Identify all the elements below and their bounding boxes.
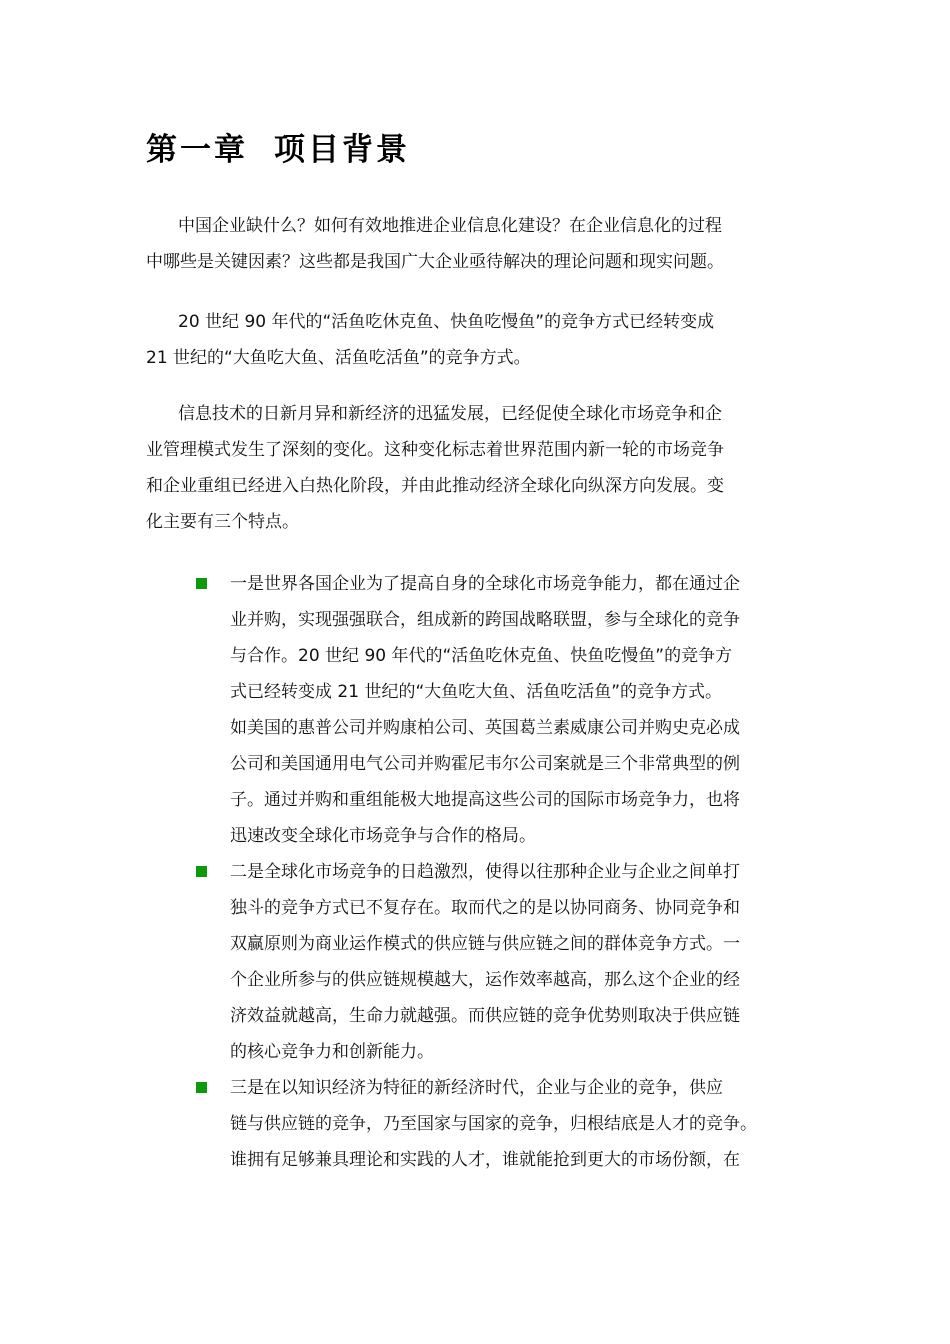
bullet-line: 的核心竞争力和创新能力。: [230, 1042, 434, 1062]
green-square-bullet-icon: [196, 866, 207, 877]
paragraph-line: 和企业重组已经进入白热化阶段，并由此推动经济全球化向纵深方向发展。变: [146, 476, 724, 496]
paragraph-line: 业管理模式发生了深刻的变化。这种变化标志着世界范围内新一轮的市场竞争: [146, 440, 724, 460]
paragraph-competition: [146, 304, 806, 376]
feature-bullet-list: [196, 566, 816, 1178]
paragraph-it-development: [146, 396, 806, 540]
chapter-number: 第一章: [146, 132, 248, 168]
bullet-line: 个企业所参与的供应链规模越大，运作效率越高，那么这个企业的经: [230, 970, 740, 990]
bullet-item-mergers: [196, 566, 816, 854]
green-square-bullet-icon: [196, 1082, 207, 1093]
bullet-line: 式已经转变成 21 世纪的“大鱼吃大鱼、活鱼吃活鱼”的竞争方式。: [230, 682, 723, 702]
bullet-line: 一是世界各国企业为了提高自身的全球化市场竞争能力，都在通过企: [230, 574, 740, 594]
green-square-bullet-icon: [196, 578, 207, 589]
bullet-line: 三是在以知识经济为特征的新经济时代，企业与企业的竞争，供应: [230, 1078, 723, 1098]
bullet-line: 业并购，实现强强联合，组成新的跨国战略联盟，参与全球化的竞争: [230, 610, 740, 630]
bullet-line: 二是全球化市场竞争的日趋激烈，使得以往那种企业与企业之间单打: [230, 862, 740, 882]
paragraph-intro: [146, 208, 806, 280]
bullet-item-supply-chain: [196, 854, 816, 1070]
paragraph-line: 中国企业缺什么？如何有效地推进企业信息化建设？在企业信息化的过程: [178, 216, 722, 236]
bullet-line: 迅速改变全球化市场竞争与合作的格局。: [230, 826, 536, 846]
bullet-line: 双赢原则为商业运作模式的供应链与供应链之间的群体竞争方式。一: [230, 934, 740, 954]
chapter-title: [146, 128, 410, 172]
bullet-line: 济效益就越高，生命力就越强。而供应链的竞争优势则取决于供应链: [230, 1006, 740, 1026]
paragraph-line: 20 世纪 90 年代的“活鱼吃休克鱼、快鱼吃慢鱼”的竞争方式已经转变成: [178, 312, 715, 332]
paragraph-line: 信息技术的日新月异和新经济的迅猛发展，已经促使全球化市场竞争和企: [178, 404, 722, 424]
bullet-line: 与合作。20 世纪 90 年代的“活鱼吃休克鱼、快鱼吃慢鱼”的竞争方: [230, 646, 733, 666]
bullet-line: 谁拥有足够兼具理论和实践的人才，谁就能抢到更大的市场份额，在: [230, 1150, 740, 1170]
bullet-line: 公司和美国通用电气公司并购霍尼韦尔公司案就是三个非常典型的例: [230, 754, 740, 774]
bullet-item-talent: [196, 1070, 816, 1178]
chapter-name: 项目背景: [274, 132, 410, 168]
bullet-line: 如美国的惠普公司并购康柏公司、英国葛兰素威康公司并购史克必成: [230, 718, 740, 738]
bullet-line: 独斗的竞争方式已不复存在。取而代之的是以协同商务、协同竞争和: [230, 898, 740, 918]
paragraph-line: 21 世纪的“大鱼吃大鱼、活鱼吃活鱼”的竞争方式。: [146, 348, 531, 368]
paragraph-line: 化主要有三个特点。: [146, 512, 299, 532]
bullet-line: 子。通过并购和重组能极大地提高这些公司的国际市场竞争力，也将: [230, 790, 740, 810]
paragraph-line: 中哪些是关键因素？这些都是我国广大企业亟待解决的理论问题和现实问题。: [146, 252, 724, 272]
bullet-line: 链与供应链的竞争，乃至国家与国家的竞争，归根结底是人才的竞争。: [230, 1114, 757, 1134]
